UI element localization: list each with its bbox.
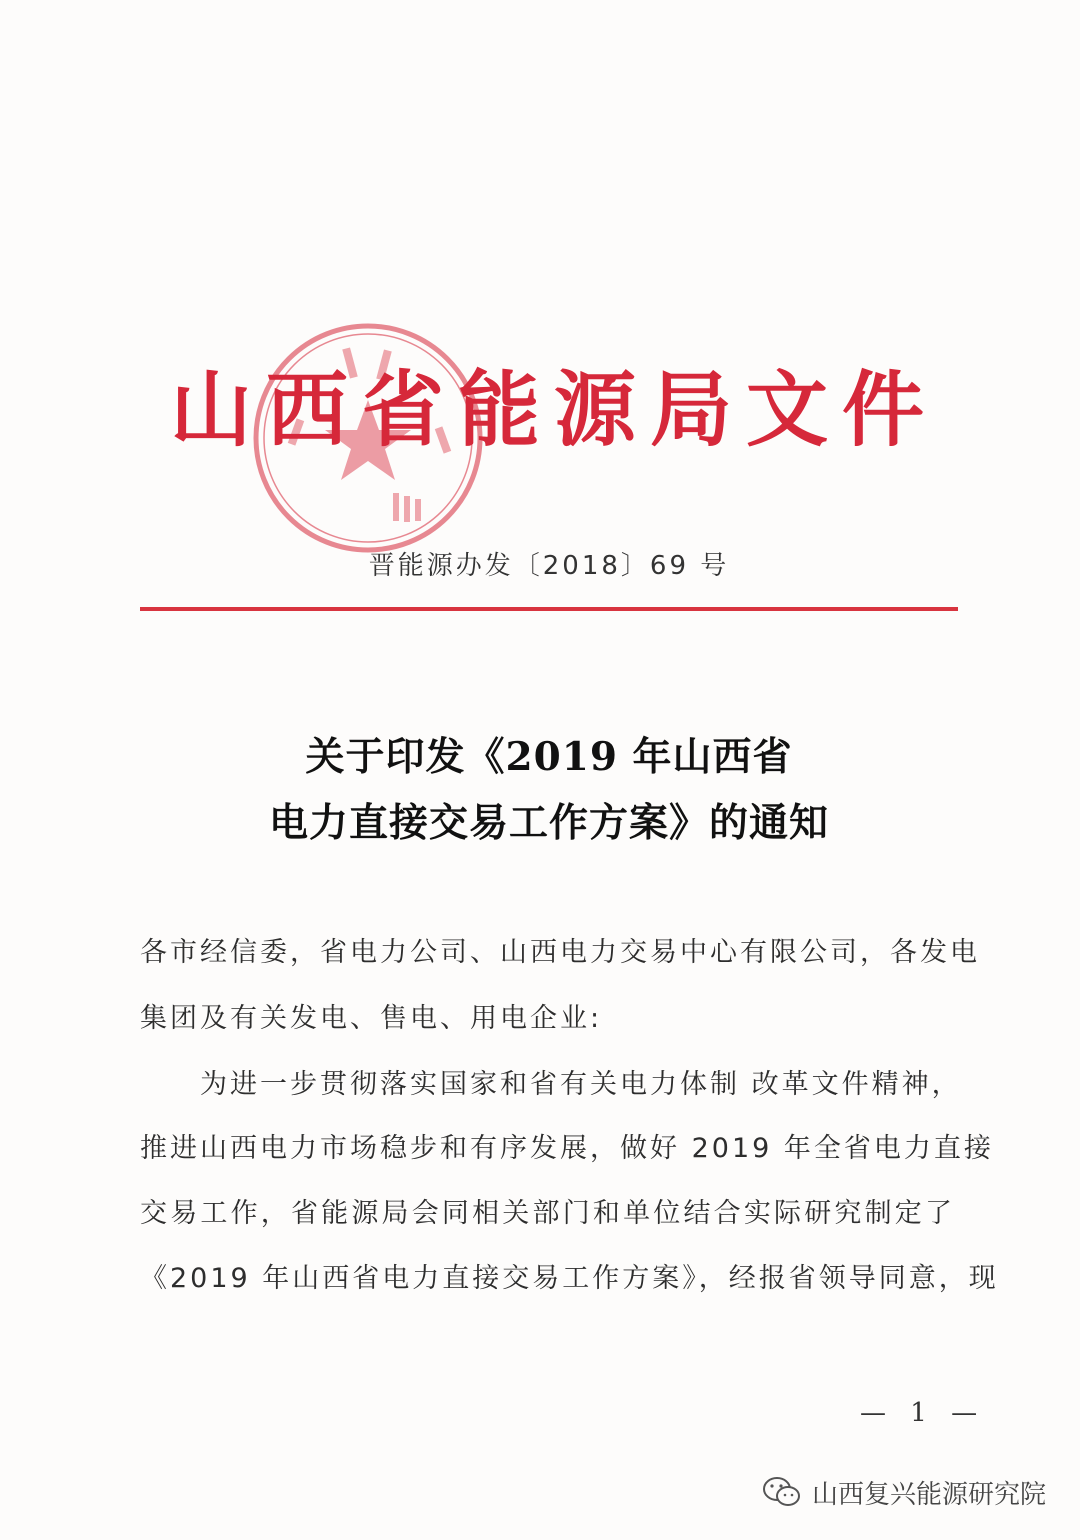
notice-title-line-1: 关于印发《2019 年山西省	[305, 734, 793, 780]
document-number: 晋能源办发〔2018〕69 号	[368, 551, 730, 581]
page-number: — 1 —	[860, 1398, 986, 1428]
body-line-6: 《2019 年山西省电力直接交易工作方案》，经报省领导同意，现	[140, 1263, 999, 1294]
document-header-title: 山西省能源局文件	[170, 362, 939, 458]
wechat-icon	[762, 1475, 802, 1509]
body-line-4: 推进山西电力市场稳步和有序发展，做好 2019 年全省电力直接	[140, 1133, 994, 1164]
body-line-5: 交易工作，省能源局会同相关部门和单位结合实际研究制定了	[140, 1198, 955, 1229]
wechat-watermark	[762, 1470, 1046, 1514]
body-line-2: 集团及有关发电、售电、用电企业:	[140, 1003, 603, 1034]
red-divider-line	[140, 607, 958, 611]
watermark-text: 山西复兴能源研究院	[811, 1479, 1046, 1510]
body-line-1: 各市经信委，省电力公司、山西电力交易中心有限公司，各发电	[140, 937, 980, 968]
body-line-3: 为进一步贯彻落实国家和省有关电力体制 改革文件精神，	[200, 1069, 962, 1100]
notice-title-line-2: 电力直接交易工作方案》的通知	[268, 800, 829, 846]
